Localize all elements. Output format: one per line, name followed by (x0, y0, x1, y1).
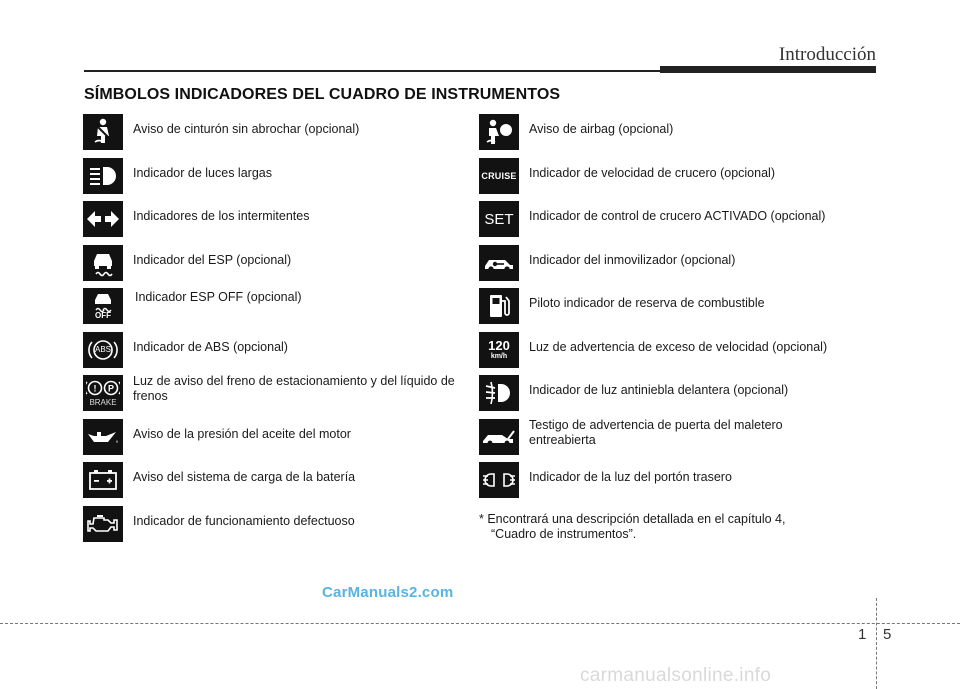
item-label: Aviso de airbag (opcional) (529, 122, 674, 136)
esp-off-icon (83, 288, 123, 324)
item-label: Indicadores de los intermitentes (133, 209, 310, 223)
set-text: SET (484, 210, 514, 228)
item-label: Indicador de control de crucero ACTIVADO (opcional) (529, 209, 826, 223)
list-item (83, 417, 473, 461)
list-item (83, 156, 473, 200)
list-item (479, 156, 879, 200)
list-item (479, 417, 879, 461)
footnote (479, 512, 877, 542)
overspeed-icon (479, 332, 519, 368)
chapter-number: 1 (858, 626, 867, 643)
list-item (83, 112, 473, 156)
turn-signal-icon (83, 201, 123, 237)
item-label: Indicador ESP OFF (opcional) (135, 290, 302, 304)
brake-icon (83, 375, 123, 411)
item-label: Indicador del ESP (opcional) (133, 252, 292, 267)
list-item (83, 243, 473, 287)
fuel-icon (479, 288, 519, 324)
list-item (479, 286, 879, 330)
item-label: Indicador de ABS (opcional) (133, 339, 288, 354)
overspeed-unit: km/h (490, 353, 508, 360)
list-item (83, 199, 473, 243)
list-item (83, 460, 473, 504)
esp-icon (83, 245, 123, 281)
item-label: Indicador de velocidad de crucero (opcional) (529, 165, 775, 180)
brake-text: BRAKE (89, 398, 117, 407)
trunk-open-icon (479, 419, 519, 455)
list-item (479, 460, 879, 504)
abs-text: ABS (94, 345, 111, 354)
cruise-text: CRUISE (481, 170, 517, 181)
item-label: Luz de advertencia de exceso de velocidad (opcional) (529, 339, 828, 354)
overspeed-value: 120 (488, 338, 510, 353)
front-fog-icon (479, 375, 519, 411)
list-item (479, 330, 879, 374)
item-label: Aviso del sistema de carga de la batería (133, 470, 356, 484)
item-label: Testigo de advertencia de puerta del maletero entreabierta (529, 417, 783, 447)
svg-text:P: P (107, 383, 115, 394)
list-item (479, 199, 879, 243)
seatbelt-icon (83, 114, 123, 150)
battery-icon (83, 462, 123, 498)
header-rule-thick (660, 66, 876, 73)
footnote-line-2: “Cuadro de instrumentos”. (491, 527, 637, 541)
check-engine-icon (83, 506, 123, 542)
item-label: Indicador de luz antiniebla delantera (opcional) (529, 383, 789, 397)
list-item (83, 504, 473, 548)
list-item (83, 330, 473, 374)
svg-text:!: ! (93, 383, 97, 394)
header-rule-thin (84, 70, 662, 72)
airbag-icon (479, 114, 519, 150)
chapter-title: Introducción (778, 44, 876, 65)
item-label: Aviso de cinturón sin abrochar (opcional) (133, 122, 360, 136)
site-footer[interactable]: carmanualsonline.info (580, 665, 772, 686)
immobilizer-icon (479, 245, 519, 281)
footnote-line-1: * Encontrará una descripción detallada en el capítulo 4, (479, 512, 786, 526)
tailgate-light-icon (479, 462, 519, 498)
page-number: 5 (883, 626, 892, 643)
list-item (83, 286, 473, 330)
item-label: Indicador del inmovilizador (opcional) (529, 252, 736, 267)
item-label: Indicador de la luz del portón trasero (529, 470, 732, 484)
item-label: Indicador de luces largas (133, 165, 272, 180)
footer-dashed-rule (0, 623, 960, 624)
oil-pressure-icon (83, 419, 123, 455)
high-beam-icon (83, 158, 123, 194)
right-indicator-list (479, 112, 879, 504)
esp-off-text: OFF (95, 311, 111, 320)
left-indicator-list (83, 112, 473, 547)
list-item (479, 112, 879, 156)
footer-dashed-divider (876, 598, 877, 689)
item-label: Piloto indicador de reserva de combustible (529, 296, 765, 310)
item-label: Indicador de funcionamiento defectuoso (133, 513, 355, 528)
item-label: Luz de aviso del freno de estacionamiento y del líquido de frenos (133, 374, 455, 403)
list-item (479, 243, 879, 287)
list-item (479, 373, 879, 417)
watermark[interactable]: CarManuals2.com (322, 584, 454, 601)
set-icon (479, 201, 519, 237)
item-label: Aviso de la presión del aceite del motor (133, 426, 351, 441)
list-item (83, 373, 473, 417)
abs-icon (83, 332, 123, 368)
section-title: SÍMBOLOS INDICADORES DEL CUADRO DE INSTRUMENTOS (84, 86, 561, 103)
cruise-icon (479, 158, 519, 194)
